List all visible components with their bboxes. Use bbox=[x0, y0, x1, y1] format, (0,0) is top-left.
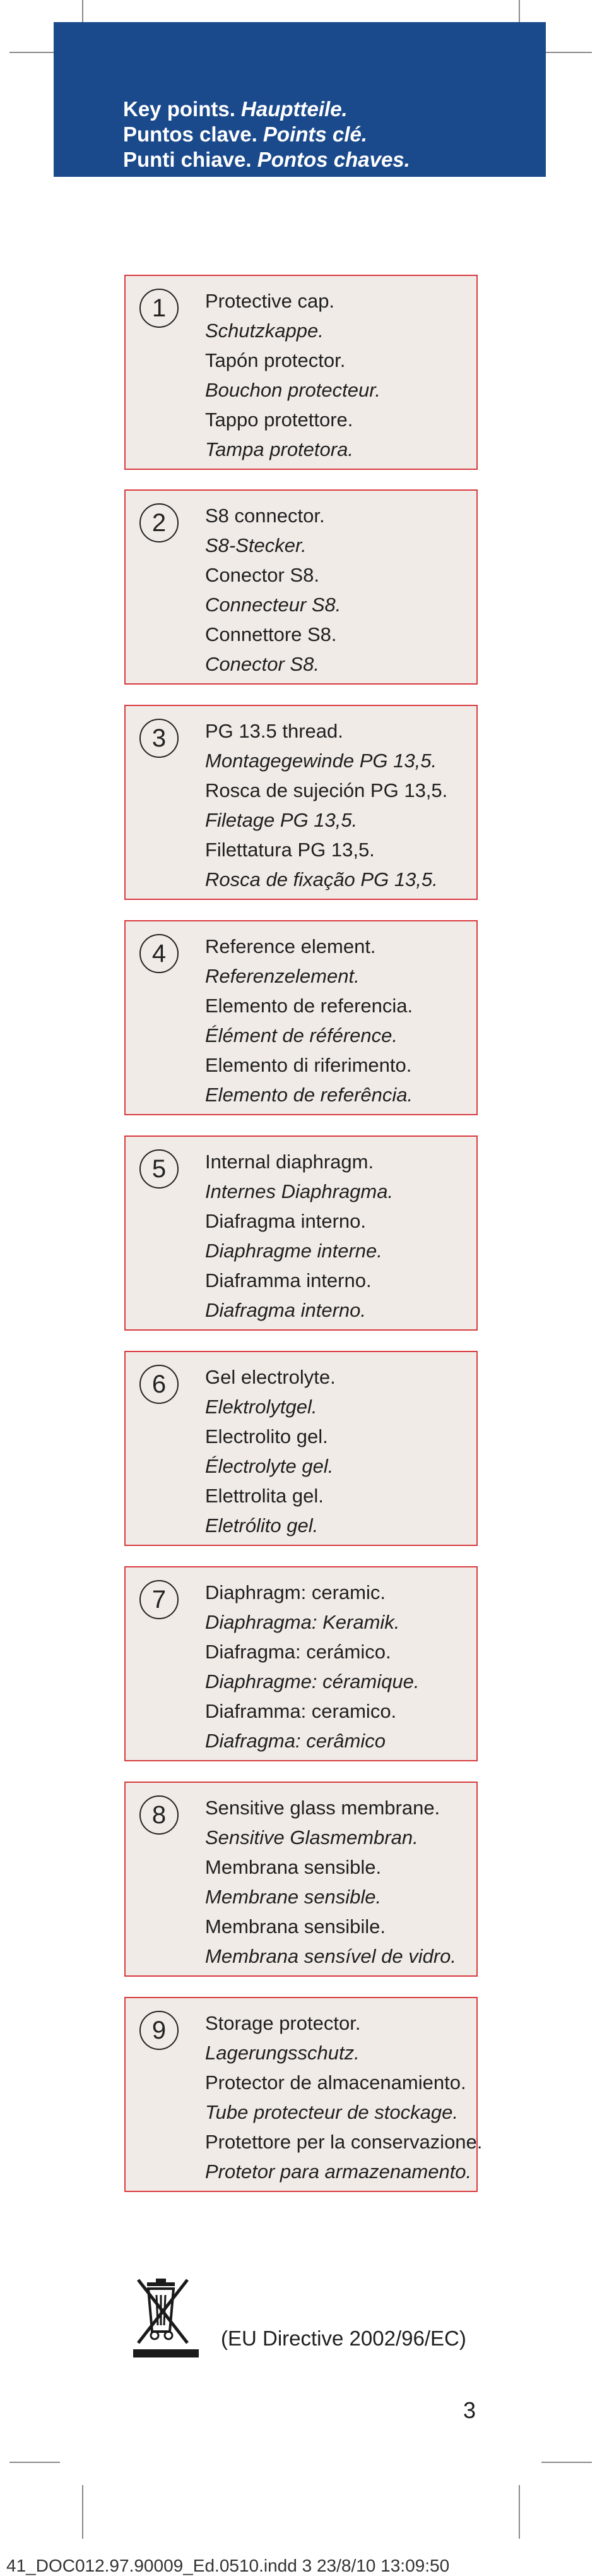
header-line-italic: Points clé. bbox=[263, 123, 367, 146]
key-point-number: 3 bbox=[139, 719, 179, 758]
key-point-translations bbox=[205, 716, 447, 894]
key-point-box bbox=[124, 705, 478, 900]
translation-de: Lagerungsschutz. bbox=[205, 2042, 360, 2064]
translation-es: Electrolito gel. bbox=[205, 1425, 328, 1447]
key-point-number: 2 bbox=[139, 503, 179, 542]
key-point-translations bbox=[205, 1147, 393, 1325]
key-point-number: 9 bbox=[139, 2011, 179, 2050]
key-point-number: 8 bbox=[139, 1795, 179, 1835]
translation-en: Sensitive glass membrane. bbox=[205, 1797, 440, 1819]
translation-it: Elemento di riferimento. bbox=[205, 1054, 412, 1076]
translation-fr: Diaphragme interne. bbox=[205, 1240, 382, 1262]
key-point-box bbox=[124, 1997, 483, 2192]
key-point-box bbox=[124, 1351, 478, 1546]
print-slug: 41_DOC012.97.90009_Ed.0510.indd 3 23/8/10 13:09:50 bbox=[6, 2556, 450, 2575]
header-line-text: Key points. bbox=[123, 97, 242, 121]
key-point-number: 1 bbox=[139, 289, 179, 328]
header-line bbox=[123, 97, 410, 122]
key-point-box bbox=[124, 1135, 478, 1331]
crop-mark bbox=[9, 2462, 60, 2463]
key-point-box bbox=[124, 275, 478, 470]
translation-pt: Rosca de fixação PG 13,5. bbox=[205, 868, 438, 890]
page-number: 3 bbox=[463, 2397, 476, 2423]
header-line bbox=[123, 122, 410, 147]
translation-pt: Eletrólito gel. bbox=[205, 1514, 319, 1537]
translation-it: Membrana sensibile. bbox=[205, 1915, 386, 1938]
translation-de: Montagegewinde PG 13,5. bbox=[205, 750, 437, 772]
key-point-translations bbox=[205, 1578, 419, 1756]
section-header bbox=[54, 22, 546, 177]
translation-fr: Filetage PG 13,5. bbox=[205, 809, 358, 831]
translation-de: Internes Diaphragma. bbox=[205, 1180, 394, 1202]
translation-es: Diafragma interno. bbox=[205, 1210, 367, 1232]
translation-es: Rosca de sujeción PG 13,5. bbox=[205, 779, 448, 801]
key-point-translations bbox=[205, 932, 413, 1110]
translation-pt: Membrana sensível de vidro. bbox=[205, 1945, 457, 1967]
eu-directive-note: (EU Directive 2002/96/EC) bbox=[221, 2327, 466, 2350]
translation-pt: Diafragma: cerâmico bbox=[205, 1730, 386, 1752]
crop-mark bbox=[541, 2462, 592, 2463]
translation-fr: Connecteur S8. bbox=[205, 594, 341, 616]
translation-it: Connettore S8. bbox=[205, 623, 337, 645]
translation-pt: Protetor para armazenamento. bbox=[205, 2160, 472, 2183]
translation-it: Elettrolita gel. bbox=[205, 1485, 324, 1507]
header-title bbox=[123, 97, 410, 172]
translation-de: Schutzkappe. bbox=[205, 320, 324, 342]
key-point-box bbox=[124, 489, 478, 685]
crossed-out-wheelie-bin-icon bbox=[129, 2273, 205, 2362]
translation-de: Elektrolytgel. bbox=[205, 1396, 317, 1418]
crop-mark bbox=[519, 2485, 520, 2539]
key-point-translations bbox=[205, 1793, 456, 1971]
translation-en: Protective cap. bbox=[205, 290, 335, 312]
translation-es: Diafragma: cerámico. bbox=[205, 1641, 391, 1663]
header-line-text: Puntos clave. bbox=[123, 123, 263, 146]
crop-mark bbox=[541, 52, 592, 53]
translation-pt: Tampa protetora. bbox=[205, 438, 353, 460]
translation-de: S8-Stecker. bbox=[205, 534, 307, 556]
key-point-number: 7 bbox=[139, 1580, 179, 1619]
translation-it: Tappo protettore. bbox=[205, 409, 353, 431]
key-point-translations bbox=[205, 2008, 482, 2186]
header-line bbox=[123, 147, 410, 172]
translation-en: Internal diaphragm. bbox=[205, 1151, 374, 1173]
translation-pt: Conector S8. bbox=[205, 653, 319, 675]
translation-en: Gel electrolyte. bbox=[205, 1366, 336, 1388]
translation-fr: Tube protecteur de stockage. bbox=[205, 2101, 458, 2123]
header-line-text: Punti chiave. bbox=[123, 148, 257, 171]
translation-it: Diaframma interno. bbox=[205, 1269, 372, 1291]
translation-fr: Diaphragme: céramique. bbox=[205, 1670, 420, 1692]
translation-es: Tapón protector. bbox=[205, 349, 346, 371]
translation-en: S8 connector. bbox=[205, 505, 325, 527]
translation-pt: Diafragma interno. bbox=[205, 1299, 367, 1321]
key-point-translations bbox=[205, 501, 341, 679]
translation-es: Conector S8. bbox=[205, 564, 319, 586]
translation-it: Diaframma: ceramico. bbox=[205, 1700, 397, 1722]
translation-de: Sensitive Glasmembran. bbox=[205, 1826, 418, 1848]
translation-en: PG 13.5 thread. bbox=[205, 720, 343, 742]
key-point-box bbox=[124, 1782, 478, 1977]
translation-en: Storage protector. bbox=[205, 2012, 361, 2034]
translation-es: Protector de almacenamiento. bbox=[205, 2071, 466, 2094]
translation-es: Elemento de referencia. bbox=[205, 995, 413, 1017]
key-point-box bbox=[124, 1566, 478, 1761]
translation-fr: Membrane sensible. bbox=[205, 1886, 382, 1908]
header-line-italic: Hauptteile. bbox=[241, 97, 348, 121]
key-point-number: 4 bbox=[139, 934, 179, 973]
key-point-translations bbox=[205, 1362, 336, 1540]
translation-fr: Électrolyte gel. bbox=[205, 1455, 334, 1477]
header-line-italic: Pontos chaves. bbox=[257, 148, 410, 171]
translation-en: Reference element. bbox=[205, 935, 376, 957]
key-point-number: 6 bbox=[139, 1365, 179, 1404]
translation-de: Referenzelement. bbox=[205, 965, 360, 987]
translation-es: Membrana sensible. bbox=[205, 1856, 382, 1878]
translation-fr: Bouchon protecteur. bbox=[205, 379, 381, 401]
translation-it: Filettatura PG 13,5. bbox=[205, 839, 375, 861]
key-point-number: 5 bbox=[139, 1149, 179, 1189]
translation-it: Protettore per la conservazione. bbox=[205, 2131, 483, 2153]
translation-pt: Elemento de referência. bbox=[205, 1084, 413, 1106]
translation-de: Diaphragma: Keramik. bbox=[205, 1611, 400, 1633]
crop-mark bbox=[82, 2485, 83, 2539]
crop-mark bbox=[9, 52, 60, 53]
key-point-translations bbox=[205, 286, 381, 464]
translation-en: Diaphragm: ceramic. bbox=[205, 1581, 386, 1603]
key-point-box bbox=[124, 920, 478, 1115]
translation-fr: Élément de référence. bbox=[205, 1024, 398, 1046]
